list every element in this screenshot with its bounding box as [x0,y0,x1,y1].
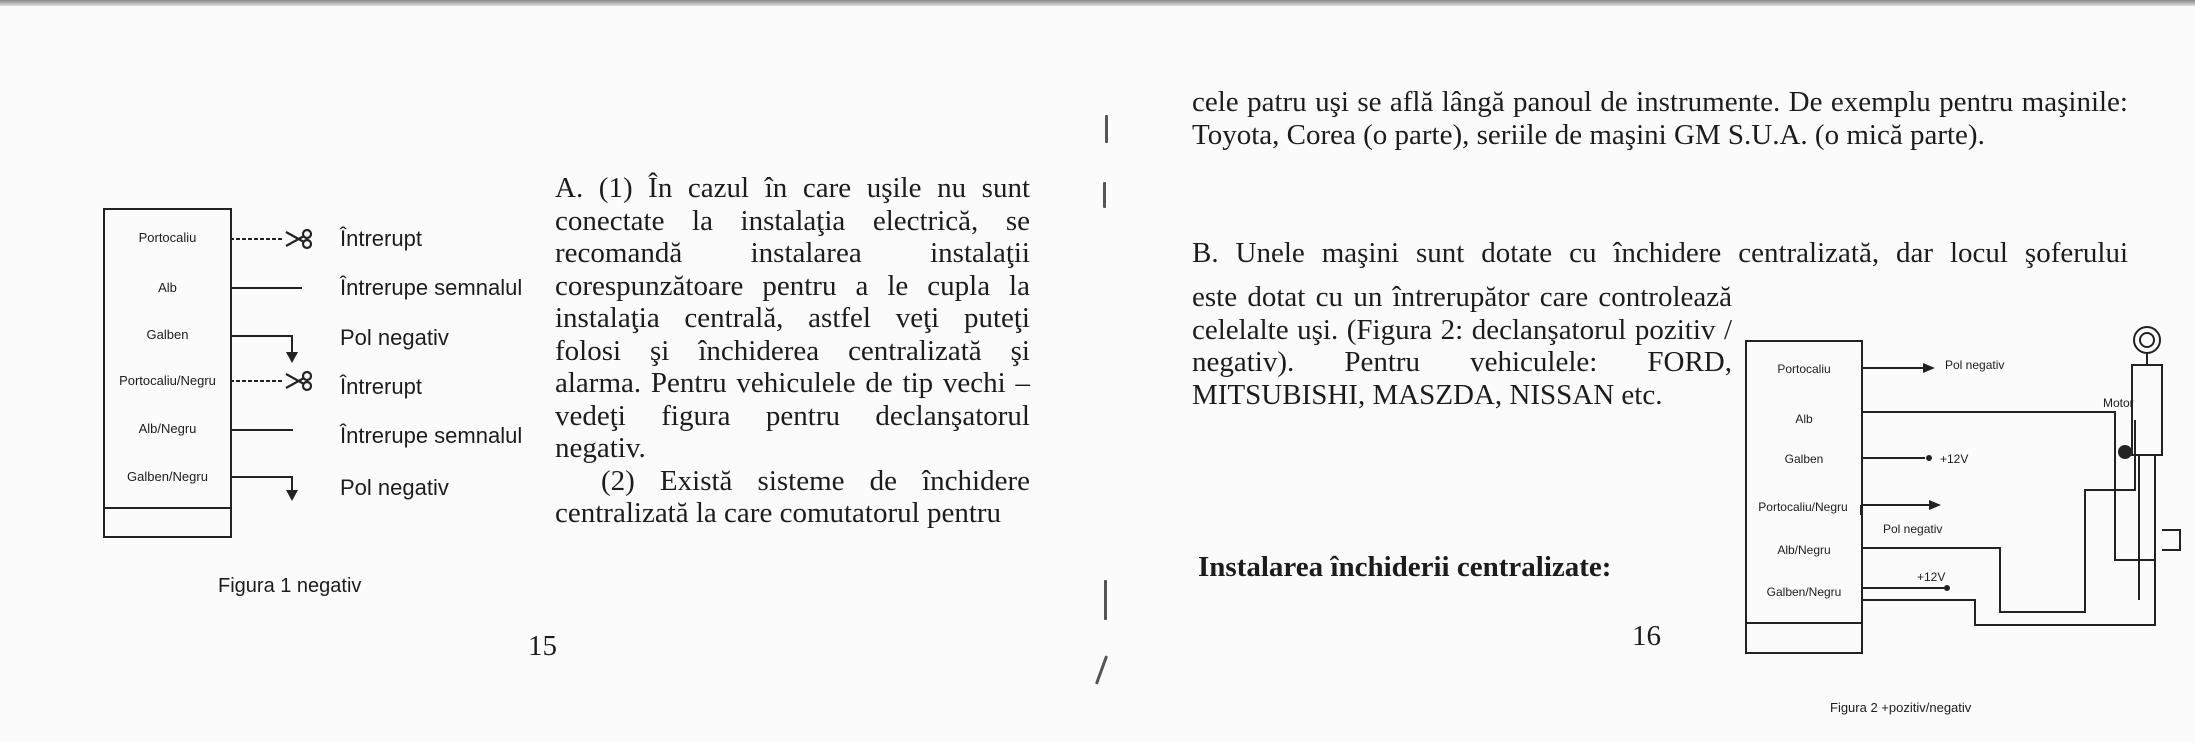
scissors-icon [284,228,314,250]
figure-1-wires [0,0,340,560]
paragraph-a-text: A. (1) În cazul în care uşile nu sunt conectate la instalaţia electrică, se recomandă instalarea instalaţii corespunzătoare pentru a le cupla la instalaţia centrală, astfel veţi puteţi folosi şi închiderea centralizată şi alarma. Pentru vehiculele de tip vechi – vedeţi figura pentru declanşatorul negativ. [555,172,1030,464]
fig1-wire-color: Galben [146,327,189,342]
page-number-right: 16 [1632,620,1661,652]
figure-1-caption: Figura 1 negativ [218,575,362,597]
fig2-wire-color: Portocaliu [1777,362,1831,376]
fig2-wire-color: Alb/Negru [1777,543,1831,557]
fig2-label-plus12v: +12V [1917,570,1946,584]
fig1-wire-function: Întrerupe semnalul [340,423,523,448]
fig2-wire-color: Portocaliu/Negru [1758,500,1848,514]
fig1-wire-color: Alb [158,280,177,295]
fig2-label-pol-negativ: Pol negativ [1945,358,2005,372]
figure-2-caption: Figura 2 +pozitiv/negativ [1830,700,1972,715]
fig2-wire-color: Galben [1784,452,1824,466]
page-number-left: 15 [528,630,557,662]
paragraph-a [555,172,1030,530]
figure-2-wiring [1095,0,2195,743]
paragraph-b-first-text: B. Unele maşini sunt dotate cu închidere centralizată, dar locul şoferului [1192,237,2128,269]
installation-heading: Instalarea închiderii centralizate: [1198,551,1612,583]
fig2-label-plus12v: +12V [1940,452,1969,466]
fig1-wire-color: Galben/Negru [127,469,208,484]
fig1-wire-color: Alb/Negru [138,421,197,436]
right-page [1095,0,2195,743]
fig1-wire-function: Întrerupe semnalul [340,275,523,300]
fig2-wire-color: Alb [1795,412,1813,426]
paragraph-a2-text: (2) Există sisteme de închidere centralizată la care comutatorul pentru [555,464,1030,529]
fig2-label-motor: Motor [2103,396,2134,410]
fig1-wire-function: Întrerupt [340,226,422,251]
fig1-wire-function: Pol negativ [340,475,449,500]
fig1-wire-function: Pol negativ [340,325,449,350]
fig2-wire-color: Galben/Negru [1766,585,1842,599]
paragraph-b-rest-text: este dotat cu un întrerupător care controlează celelalte uşi. (Figura 2: declanşatorul pozitiv / negativ). Pentru vehiculele: FORD, MITSUBISHI, MASZDA, NISSAN etc. [1192,281,1732,411]
scissors-icon [284,370,314,392]
fig1-wire-color: Portocaliu [138,230,197,245]
fig1-wire-function: Întrerupt [340,374,422,399]
paragraph-top-text: cele patru uşi se află lângă panoul de instrumente. De exemplu pentru maşinile: Toyota, Corea (o parte), seriile de maşini GM S.U.A. (o mică parte). [1192,86,2128,151]
fig1-wire-color: Portocaliu/Negru [119,373,216,388]
fig2-label-pol-negativ: Pol negativ [1883,522,1943,536]
left-page [0,0,1095,743]
